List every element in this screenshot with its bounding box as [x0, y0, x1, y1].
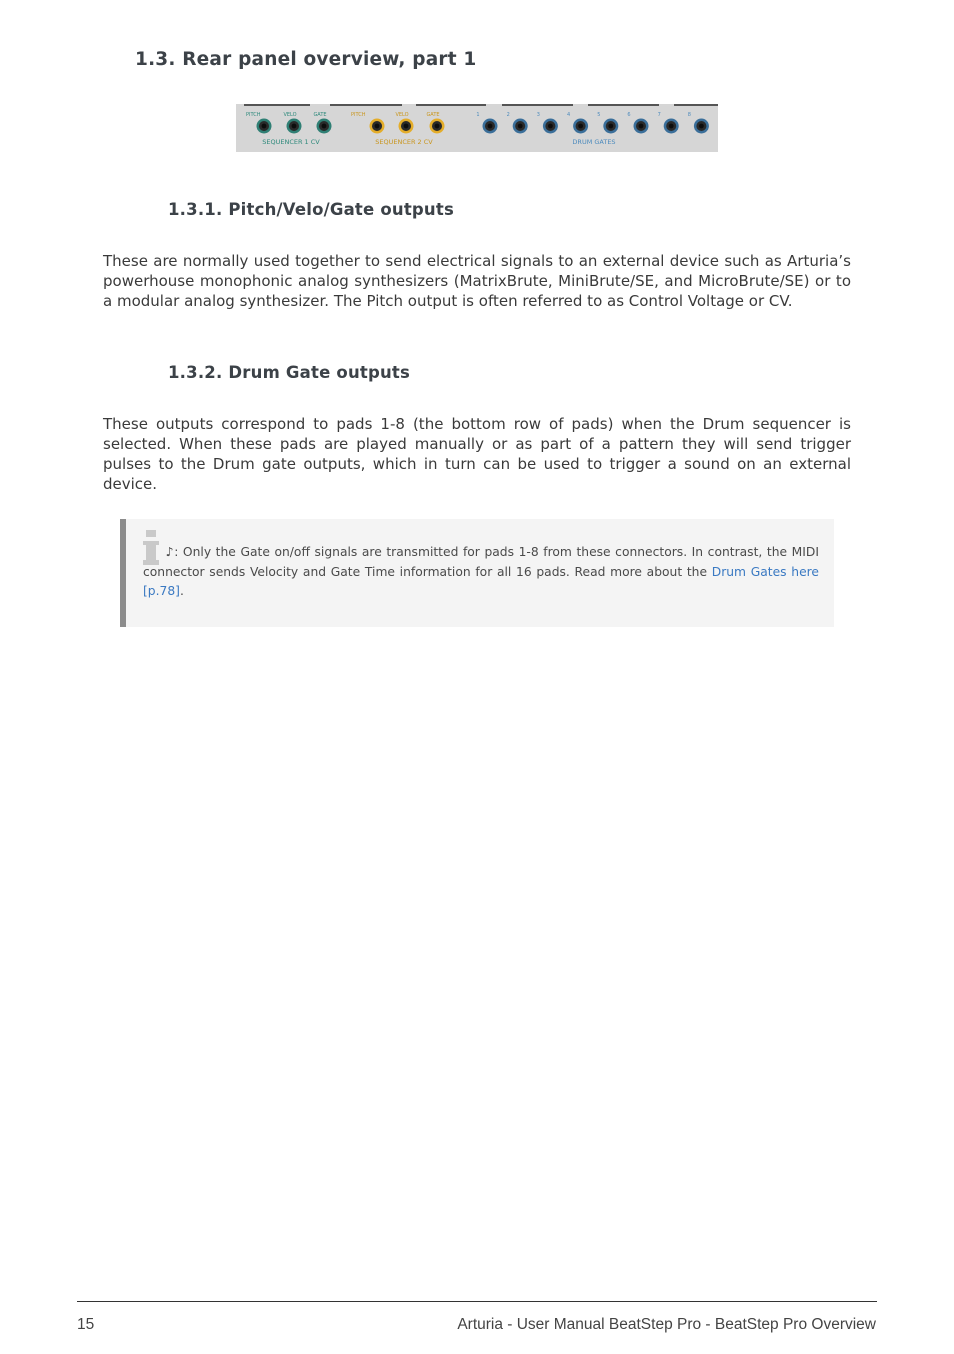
drum-jack-3-hole — [578, 124, 583, 129]
paragraph-pitch-velo-gate: These are normally used together to send electrical signals to an external device such as Arturia’s powerhouse monophonic analog synthesizers (MatrixBrute, MiniBrute/SE, and MicroBrute/SE) or to a modular analog synthesizer. The Pitch output is often referred to as Control Voltage or CV. — [103, 252, 851, 310]
seq2-jack-label-1: VELO — [395, 112, 409, 118]
drum-jack-label-1: 2 — [506, 112, 510, 118]
drum-jack-label-6: 7 — [657, 112, 661, 118]
section-heading: 1.3. Rear panel overview, part 1 — [135, 49, 477, 70]
seq1-jack-1-hole — [292, 124, 297, 129]
seq2-jack-label-2: GATE — [426, 112, 440, 118]
page-number: 15 — [77, 1316, 95, 1333]
note-text — [143, 543, 819, 602]
drum-jack-6-hole — [669, 124, 674, 129]
panel-edge-2 — [416, 104, 486, 106]
seq1-jack-0-hole — [262, 124, 267, 129]
drum-jack-4-hole — [608, 124, 613, 129]
seq2-jack-1-hole — [404, 124, 409, 129]
note-symbol: ♪ — [165, 545, 175, 559]
drum-label: DRUM GATES — [572, 138, 616, 146]
drum-jack-label-2: 3 — [536, 112, 540, 118]
footer-rule — [77, 1301, 877, 1302]
drum-gates-link[interactable]: Drum Gates here [p.78] — [143, 564, 819, 598]
panel-edge-3 — [502, 104, 573, 106]
seq1-jack-label-1: VELO — [283, 112, 297, 118]
drum-jack-label-4: 5 — [597, 112, 601, 118]
seq2-jack-label-0: PITCH — [351, 112, 366, 118]
rear-panel-image — [236, 104, 718, 152]
rear-panel-drawing — [236, 104, 718, 152]
drum-jack-2-hole — [548, 124, 553, 129]
seq1-jack-2-hole — [322, 124, 327, 129]
drum-jack-label-3: 4 — [567, 112, 571, 118]
subsection-heading-pitch-velo-gate: 1.3.1. Pitch/Velo/Gate outputs — [168, 200, 454, 219]
seq2-label: SEQUENCER 2 CV — [375, 138, 433, 146]
panel-edge-5 — [674, 104, 718, 106]
drum-jack-label-0: 1 — [476, 112, 480, 118]
drum-jack-1-hole — [518, 124, 523, 129]
note-body: : Only the Gate on/off signals are transmitted for pads 1-8 from these connectors. In contrast, the MIDI connector sends Velocity and Gate Time information for all 16 pads. Read more about the — [143, 545, 819, 579]
footer-title: Arturia - User Manual BeatStep Pro - BeatStep Pro Overview — [457, 1316, 876, 1333]
drum-jack-5-hole — [639, 124, 644, 129]
drum-jack-label-5: 6 — [627, 112, 631, 118]
panel-edge-0 — [244, 104, 310, 106]
seq1-jack-label-0: PITCH — [246, 112, 261, 118]
drum-jack-label-7: 8 — [687, 112, 691, 118]
seq2-jack-2-hole — [435, 124, 440, 129]
drum-jack-0-hole — [488, 124, 493, 129]
drum-jack-7-hole — [699, 124, 704, 129]
panel-edge-4 — [588, 104, 659, 106]
note-trailing: . — [179, 584, 184, 598]
seq1-jack-label-2: GATE — [313, 112, 327, 118]
seq2-jack-0-hole — [375, 124, 380, 129]
seq1-label: SEQUENCER 1 CV — [262, 138, 320, 146]
subsection-heading-drum-gate: 1.3.2. Drum Gate outputs — [168, 363, 411, 382]
panel-edge-1 — [330, 104, 402, 106]
info-note — [120, 519, 834, 627]
paragraph-drum-gate: These outputs correspond to pads 1-8 (the bottom row of pads) when the Drum sequencer is selected. When these pads are played manually or as part of a pattern they will send trigger pulses to the Drum gate outputs, which in turn can be used to trigger a sound on an external device. — [103, 415, 851, 493]
